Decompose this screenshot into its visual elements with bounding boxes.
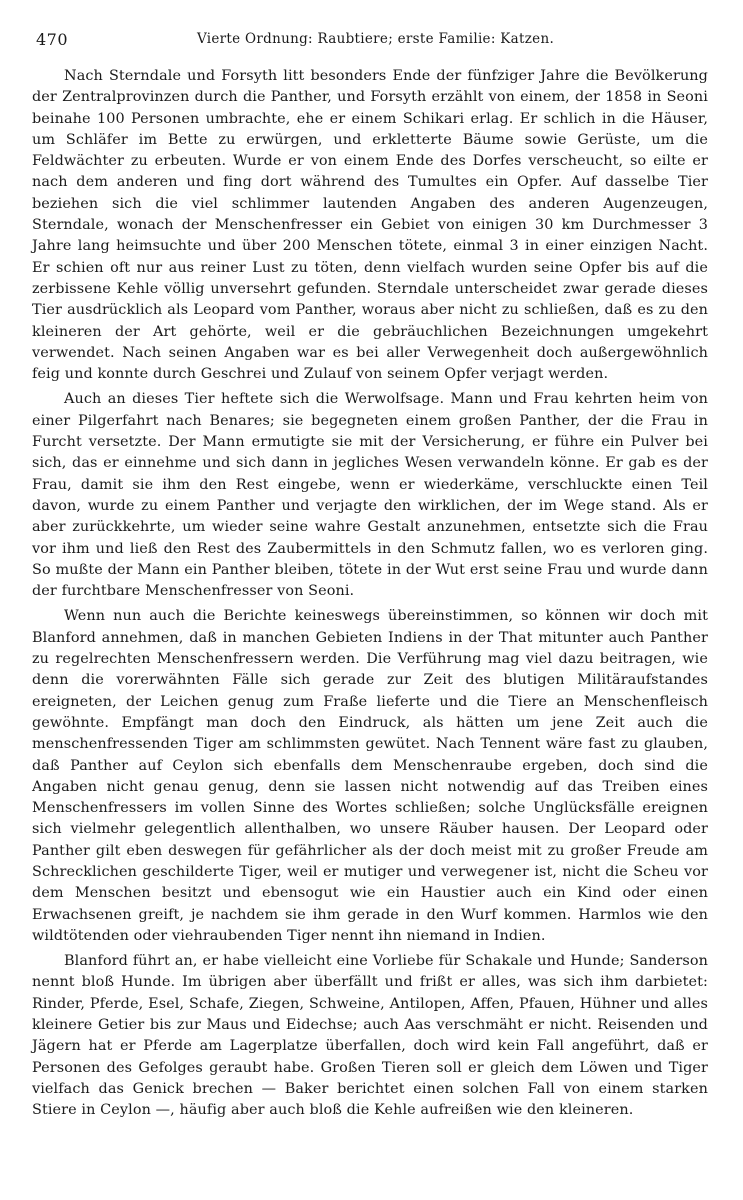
paragraph-sterndale-forsyth: Nach Sterndale und Forsyth litt besonders Ende der fünfziger Jahre die Bevölkerung der Zentralprovinzen durch die Panther, und Forsyth erzählt von einem, der 1858 in Seoni beinahe 100 Personen umbrachte, ehe er einem Schikari erlag. Er schlich in die Häuser, um Schläfer im Bette zu erwürgen, und erkletterte Bäume sowie Gerüste, um die Feldwächter zu erbeuten. Wurde er von einem Ende des Dorfes verscheucht, so eilte er nach dem anderen und fing dort während des Tumultes ein Opfer. Auf dasselbe Tier beziehen sich die viel schlimmer lautenden Angaben des anderen Augenzeugen, Sterndale, wonach der Menschenfresser ein Gebiet von einigen 30 km Durchmesser 3 Jahre lang heimsuchte und über 200 Menschen tötete, einmal 3 in einer einzigen Nacht. Er schien oft nur aus reiner Lust zu töten, denn vielfach wurden seine Opfer bis auf die zerbissene Kehle völlig unversehrt gefunden. Sterndale unterscheidet zwar gerade dieses Tier ausdrücklich als Leopard vom Panther, woraus aber nicht zu schließen, daß es zu den kleineren der Art gehörte, weil er die gebräuchlichen Bezeichnungen umgekehrt verwendet. Nach seinen Angaben war es bei aller Verwegenheit doch außergewöhnlich feig und konnte durch Geschrei und Zulauf von seinem Opfer verjagt werden.: [32, 68, 708, 383]
body-text: [32, 66, 708, 1122]
paragraph-menschenfresser: Wenn nun auch die Berichte keineswegs übereinstimmen, so können wir doch mit Blanford annehmen, daß in manchen Gebieten Indiens in der That mitunter auch Panther zu regelrechten Menschenfressern werden. Die Verführung mag viel dazu beitragen, wie denn die vorerwähnten Fälle sich gerade zur Zeit des blutigen Militäraufstandes ereigneten, der Leichen genug zum Fraße lieferte und die Tiere an Menschenfleisch gewöhnte. Empfängt man doch den Eindruck, als hätten um jene Zeit auch die menschenfressenden Tiger am schlimmsten gewütet. Nach Tennent wäre fast zu glauben, daß Panther auf Ceylon sich ebenfalls dem Menschenraube ergeben, doch sind die Angaben nicht genau genug, denn sie lassen nicht notwendig auf das Treiben eines Menschenfressers im vollen Sinne des Wortes schließen; solche Unglücksfälle ereignen sich vielmehr gelegentlich allenthalben, wo unsere Räuber hausen. Der Leopard oder Panther gilt eben deswegen für gefährlicher als der doch meist mit zu großer Freude am Schrecklichen geschilderte Tiger, weil er mutiger und verwegener ist, nicht die Scheu vor dem Menschen besitzt und ebensogut wie ein Haustier auch ein Kind oder einen Erwachsenen greift, je nachdem sie ihm gerade in den Wurf kommen. Harmlos wie den wildtötenden oder viehraubenden Tiger nennt ihn niemand in Indien.: [32, 608, 708, 944]
page-header: [36, 30, 715, 54]
paragraph-werwolfsage: Auch an dieses Tier heftete sich die Werwolfsage. Mann und Frau kehrten heim von einer Pilgerfahrt nach Benares; sie begegneten einem großen Panther, der die Frau in Furcht versetzte. Der Mann ermutigte sie mit der Versicherung, er führe ein Pulver bei sich, das er einnehme und sich dann in jegliches Wesen verwandeln könne. Er gab es der Frau, damit sie ihm den Rest eingebe, wenn er wiederkäme, verschluckte einen Teil davon, wurde zu einem Panther und verjagte den wirklichen, der im Wege stand. Als er aber zurückkehrte, um wieder seine wahre Gestalt anzunehmen, entsetzte sich die Frau vor ihm und ließ den Rest des Zaubermittels in den Schmutz fallen, wo es verloren ging. So mußte der Mann ein Panther bleiben, tötete in der Wut erst seine Frau und wurde dann der furchtbare Menschenfresser von Seoni.: [32, 391, 708, 600]
paragraph-beute: Blanford führt an, er habe vielleicht eine Vorliebe für Schakale und Hunde; Sanderson nennt bloß Hunde. Im übrigen aber überfällt und frißt er alles, was sich ihm darbietet: Rinder, Pferde, Esel, Schafe, Ziegen, Schweine, Antilopen, Affen, Pfauen, Hühner und alles kleinere Getier bis zur Maus und Eidechse; auch Aas verschmäht er nicht. Reisenden und Jägern hat er Pferde am Lagerplatze überfallen, doch wird kein Fall angeführt, daß er Personen des Gefolges geraubt habe. Großen Tieren soll er gleich dem Löwen und Tiger vielfach das Genick brechen — Baker berichtet einen solchen Fall von einem starken Stiere in Ceylon —, häufig aber auch bloß die Kehle aufreißen wie den kleineren.: [32, 953, 708, 1119]
running-head: Vierte Ordnung: Raubtiere; erste Familie: Katzen.: [196, 31, 555, 47]
page-number: 470: [36, 30, 69, 49]
